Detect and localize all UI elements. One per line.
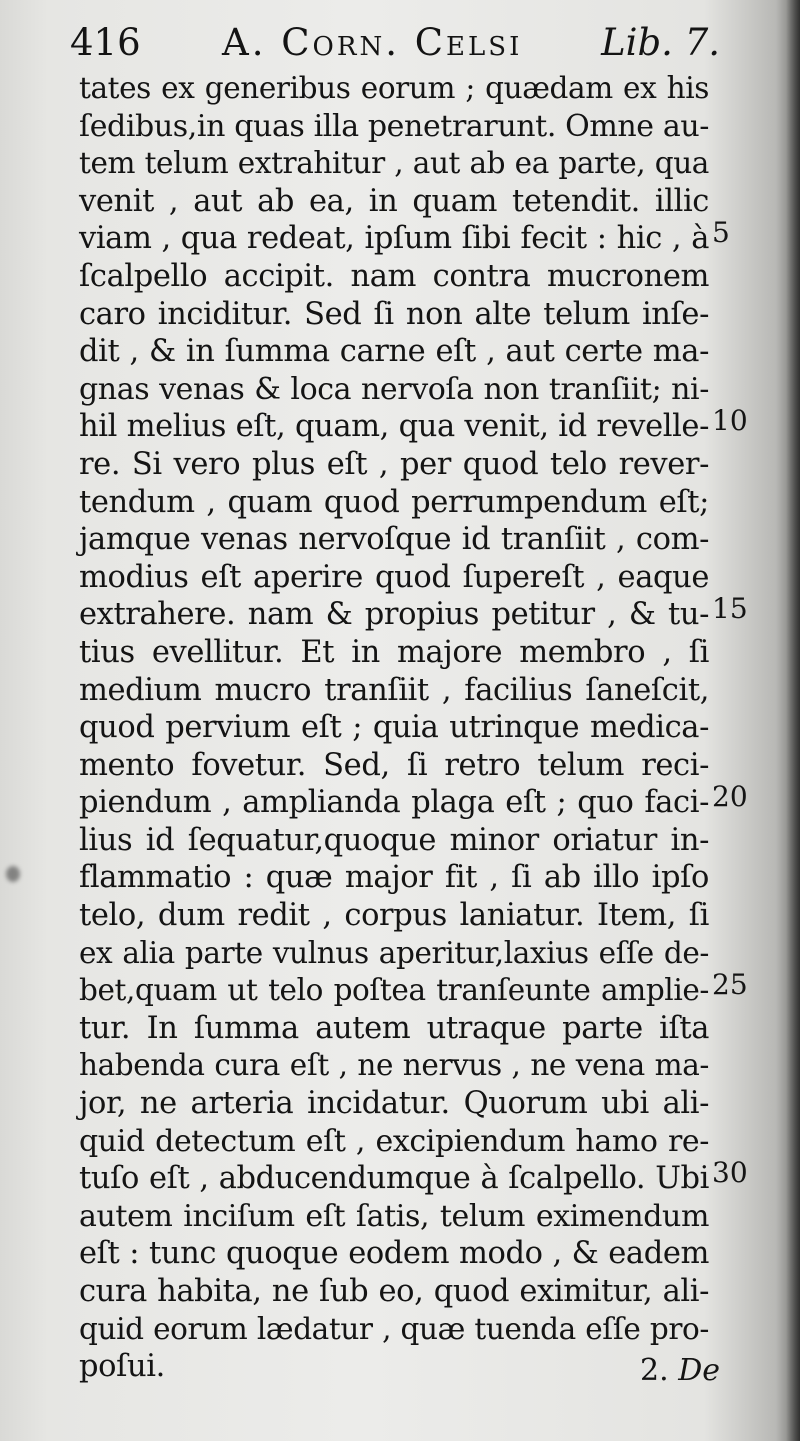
text-line: ſedibus,in quas illa penetrarunt. Omne au- <box>79 108 709 144</box>
text-line: tendum , quam quod perrumpendum eſt; <box>79 484 709 520</box>
line-number-marker: 5 <box>712 216 730 249</box>
text-line: quid detectum eſt , excipiendum hamo re- <box>79 1123 709 1159</box>
text-line: medium mucro tranſiit , facilius ſaneſcit, <box>79 672 709 708</box>
line-number-marker: 15 <box>712 592 748 625</box>
text-line: extrahere. nam & propius petitur , & tu- <box>79 597 709 633</box>
text-line: tius evellitur. Et in majore membro , ſi <box>79 634 709 670</box>
text-line: quod pervium eſt ; quia utrinque medica- <box>79 710 709 746</box>
line-number-marker: 10 <box>712 404 748 437</box>
text-line: tem telum extrahitur , aut ab ea parte, qua <box>79 146 709 181</box>
text-line: poſui. <box>79 1349 165 1385</box>
text-line: autem inciſum eſt ſatis, telum eximendum <box>79 1198 709 1234</box>
text-line: habenda cura eſt , ne nervus , ne vena ma- <box>79 1048 709 1083</box>
page-number: 416 <box>70 21 141 64</box>
text-line: tuſo eſt , abducendumque à ſcalpello. Ubi <box>79 1161 709 1197</box>
text-line: jor, ne arteria incidatur. Quorum ubi ali- <box>79 1086 709 1122</box>
text-line: modius eſt aperire quod ſupereſt , eaque <box>79 559 709 595</box>
text-line: eſt : tunc quoque eodem modo , & eadem <box>79 1236 709 1272</box>
text-line: lius id ſequatur,quoque minor oriatur in- <box>79 822 709 858</box>
text-line: ſcalpello accipit. nam contra mucronem <box>79 258 709 294</box>
text-line: ex alia parte vulnus aperitur,laxius eſſe de- <box>79 935 709 970</box>
catchword <box>640 1352 720 1390</box>
text-line: tur. In ſumma autem utraque parte iſta <box>79 1010 709 1046</box>
text-line: piendum , amplianda plaga eſt ; quo faci- <box>79 785 709 821</box>
text-line: bet,quam ut telo poſtea tranſeunte amplie- <box>79 973 709 1008</box>
line-number-marker: 30 <box>712 1156 748 1189</box>
page-header <box>70 18 720 68</box>
book-reference: Lib. 7. <box>601 21 720 64</box>
text-line: caro inciditur. Sed ſi non alte telum inſe- <box>79 296 709 332</box>
catchword-text: De <box>678 1353 720 1388</box>
text-line: telo, dum redit , corpus laniatur. Item, ſi <box>79 898 709 934</box>
text-line: re. Si vero plus eſt , per quod telo rever- <box>79 446 709 482</box>
text-line: hil melius eſt, quam, qua venit, id revelle- <box>79 409 709 445</box>
ink-blot <box>6 866 20 882</box>
text-line: cura habita, ne ſub eo, quod eximitur, ali- <box>79 1274 709 1309</box>
text-line: gnas venas & loca nervoſa non tranſiit; ni- <box>79 371 709 407</box>
text-line: quid eorum lædatur , quæ tuenda eſſe pro- <box>79 1311 709 1346</box>
page-edge-shadow <box>786 0 800 1441</box>
text-line: tates ex generibus eorum ; quædam ex his <box>79 71 709 105</box>
text-line: dit , & in ſumma carne eſt , aut certe ma- <box>79 334 709 370</box>
text-line: flammatio : quæ major fit , ſi ab illo ipſo <box>79 860 709 896</box>
signature-mark: 2. <box>640 1353 669 1388</box>
text-line: viam , qua redeat, ipſum ſibi fecit : hic , à <box>79 221 709 257</box>
body-text <box>79 70 709 1386</box>
text-line: venit , aut ab ea, in quam tetendit. illic <box>79 183 709 219</box>
text-line: jamque venas nervoſque id tranſiit , com- <box>79 522 709 558</box>
line-number-marker: 20 <box>712 780 748 813</box>
text-line: mento fovetur. Sed, ſi retro telum reci- <box>79 747 709 783</box>
running-title: A. Corn. Celsi <box>222 21 523 64</box>
line-number-marker: 25 <box>712 968 748 1001</box>
